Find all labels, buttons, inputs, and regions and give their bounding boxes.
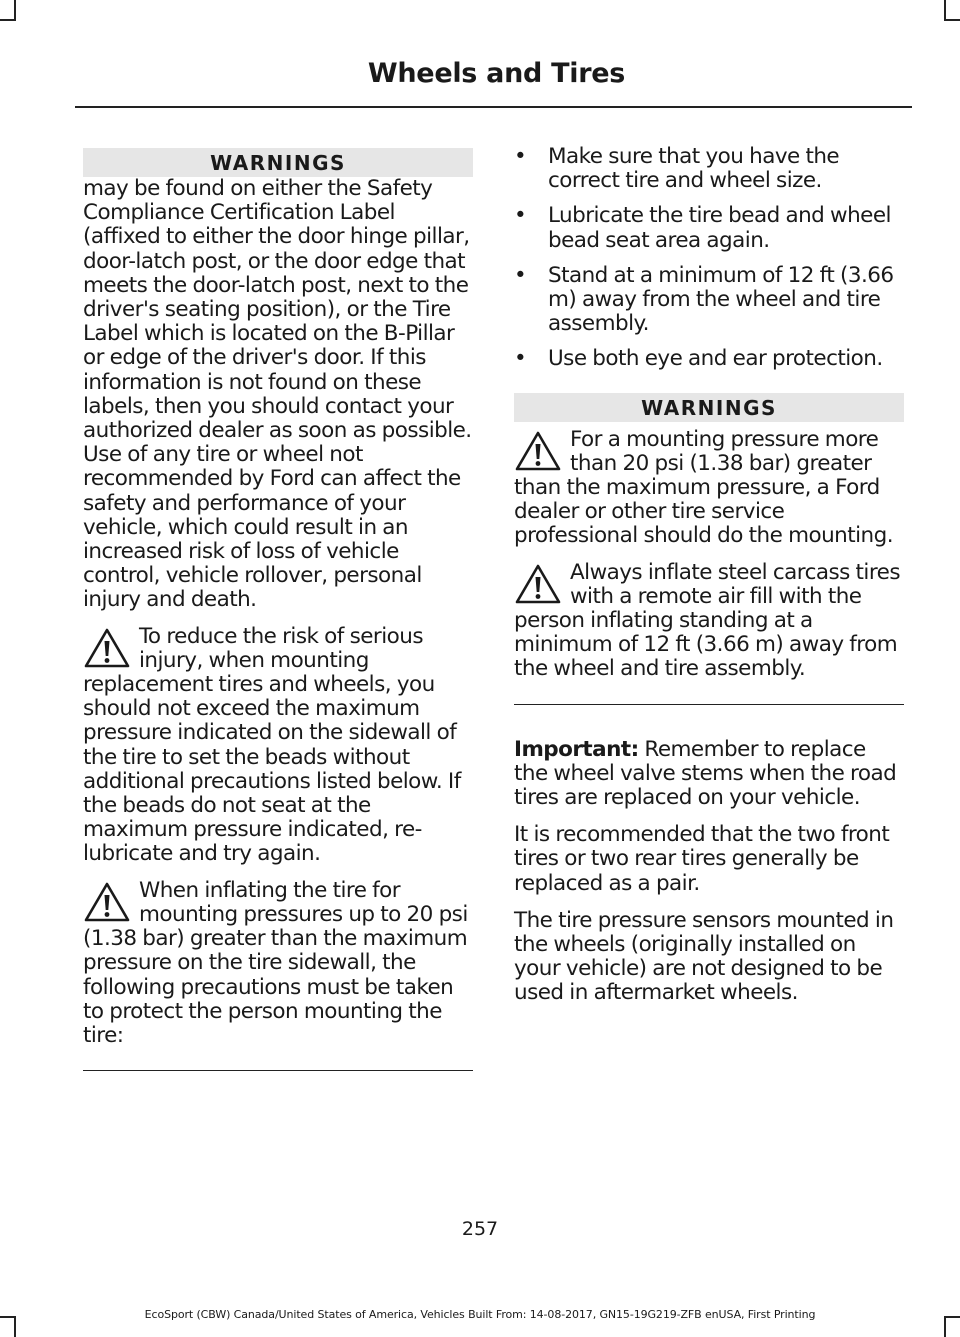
footer-text: EcoSport (CBW) Canada/United States of America, Vehicles Built From: 14-08-2017, GN15-19G219-ZFB enUSA, First Printing	[144, 1308, 816, 1321]
list-item: • Make sure that you have the correct tire and wheel size.	[514, 144, 840, 194]
important-note: Important: Remember to replace the wheel valve stems when the road tires are replaced on your vehicle.	[514, 736, 897, 811]
warning-triangle-icon	[83, 627, 131, 669]
section-divider	[514, 704, 904, 705]
warnings-heading: WARNINGS	[514, 393, 904, 422]
warning-triangle-icon	[514, 430, 562, 472]
warning-text: To reduce the risk of serious injury, when mounting replacement tires and wheels, you should not exceed the maximum pressure indicated on the sidewall of the tire to set the beads without additional precautions listed below. If the beads do not seat at the maximum pressure indicated, re-lubricate and try again.	[83, 623, 461, 867]
page-number: 257	[461, 1218, 499, 1240]
crop-mark	[0, 19, 16, 21]
list-item: • Stand at a minimum of 12 ft (3.66 m) away from the wheel and tire assembly.	[514, 262, 894, 337]
body-paragraph: The tire pressure sensors mounted in the wheels (originally installed on your vehicle) are not designed to be used in aftermarket wheels.	[514, 907, 894, 1006]
crop-mark	[14, 0, 16, 20]
warning-item	[514, 561, 904, 682]
warning-item	[83, 625, 473, 867]
warnings-heading: WARNINGS	[83, 148, 473, 177]
precautions-list	[514, 145, 904, 372]
list-item: • Lubricate the tire bead and wheel bead seat area again.	[514, 203, 891, 253]
crop-mark	[944, 0, 946, 20]
warning-text: When inflating the tire for mounting pressures up to 20 psi (1.38 bar) greater than the maximum pressure on the tire sidewall, the following precautions must be taken to protect the person mounting the tire:	[83, 877, 468, 1048]
warning-item	[83, 879, 473, 1048]
warning-text: Always inflate steel carcass tires with a remote air fill with the person inflating standing at a minimum of 12 ft (3.66 m) away from the wheel and tire assembly.	[514, 559, 900, 682]
warning-triangle-icon	[514, 563, 562, 605]
right-column	[514, 145, 904, 1006]
warning-text: For a mounting pressure more than 20 psi (1.38 bar) greater than the maximum pressure, a Ford dealer or other tire service professional should do the mounting.	[514, 426, 893, 549]
left-column	[83, 148, 473, 1071]
crop-mark	[944, 19, 960, 21]
warning-continued-text: may be found on either the Safety Compliance Certification Label (affixed to either the door hinge pillar, door-latch post, or the door edge that meets the door-latch post, next to the driver's seating position), or the Tire Label which is located on the B-Pillar or edge of the driver's door. If this information is not found on these labels, then you should contact your authorized dealer as soon as possible. Use of any tire or wheel not recommended by Ford can affect the safety and performance of your vehicle, which could result in an increased risk of loss of vehicle control, vehicle rollover, personal injury and death.	[83, 176, 472, 613]
list-item: • Use both eye and ear protection.	[514, 346, 883, 372]
warning-item	[514, 428, 904, 549]
section-divider	[83, 1070, 473, 1071]
page-title: Wheels and Tires	[367, 58, 625, 89]
warning-triangle-icon	[83, 881, 131, 923]
important-label: Important:	[514, 736, 639, 762]
header-divider	[75, 106, 912, 108]
body-paragraph: It is recommended that the two front tires or two rear tires generally be replaced as a pair.	[514, 822, 890, 896]
